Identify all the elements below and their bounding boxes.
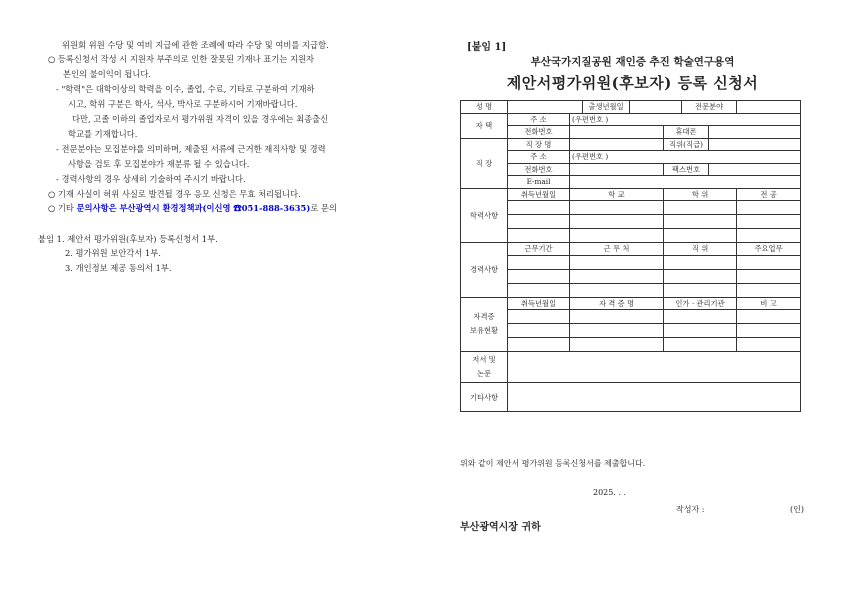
work-name-field[interactable] xyxy=(570,138,664,151)
edu-cell[interactable] xyxy=(570,215,664,229)
license-cell[interactable] xyxy=(664,324,737,338)
home-phone-field[interactable] xyxy=(570,126,664,139)
edu-cell[interactable] xyxy=(664,201,737,215)
instruction-line: - 전문분야는 모집분야를 의미하며, 제출된 서류에 근거한 재직사항 및 경력 xyxy=(56,144,326,154)
license-cell[interactable] xyxy=(570,324,664,338)
career-col-position: 직 위 xyxy=(664,243,737,256)
specialty-label: 전문분야 xyxy=(682,101,737,114)
edu-cell[interactable] xyxy=(664,215,737,229)
work-phone-label: 전화번호 xyxy=(508,163,570,176)
instruction-line: - "학력"은 대학이상의 학력을 이수, 졸업, 수료, 기타로 구분하여 기재하 xyxy=(56,84,315,94)
license-col-name: 자 격 증 명 xyxy=(570,297,664,310)
license-cell[interactable] xyxy=(570,310,664,324)
license-label-line1: 자격증 xyxy=(473,312,495,322)
career-cell[interactable] xyxy=(664,283,737,297)
license-cell[interactable] xyxy=(570,338,664,352)
career-cell[interactable] xyxy=(570,283,664,297)
work-address-label: 주 소 xyxy=(508,151,570,164)
license-col-date: 취득년월일 xyxy=(508,297,570,310)
career-col-workplace: 근 무 처 xyxy=(570,243,664,256)
fax-label: 팩스번호 xyxy=(664,163,709,176)
license-cell[interactable] xyxy=(737,338,801,352)
license-col-agency: 인가 · 관리기관 xyxy=(664,297,737,310)
birth-field[interactable] xyxy=(630,101,682,114)
other-label: 기타사항 xyxy=(461,383,508,412)
instruction-line: 본인의 불이익이 됩니다. xyxy=(63,69,152,79)
edu-cell[interactable] xyxy=(508,215,570,229)
career-col-duties: 주요업무 xyxy=(737,243,801,256)
papers-label-line2: 논문 xyxy=(476,369,492,378)
career-cell[interactable] xyxy=(508,283,570,297)
work-label: 직 장 xyxy=(461,138,508,188)
instruction-line: - 경력사항의 경우 상세히 기술하여 주시기 바랍니다. xyxy=(56,174,246,184)
project-title: 부산국가지질공원 재인증 추진 학술연구용역 xyxy=(530,56,735,68)
career-cell[interactable] xyxy=(664,269,737,283)
instruction-line: 학교를 기재합니다. xyxy=(68,129,138,139)
instruction-line: ○ 기재 사실이 허위 사실로 발견될 경우 응모 신청은 무효 처리됩니다. xyxy=(48,189,301,199)
career-cell[interactable] xyxy=(737,255,801,269)
instruction-line: 사항을 검토 후 모집분야가 재분류 될 수 있습니다. xyxy=(68,159,250,169)
fax-field[interactable] xyxy=(709,163,801,176)
contact-prefix: ○ 기타 xyxy=(48,203,77,213)
attachment-item: 3. 개인정보 제공 동의서 1부. xyxy=(65,263,172,273)
mobile-field[interactable] xyxy=(709,126,801,139)
email-field[interactable] xyxy=(570,176,801,189)
seal-mark: (인) xyxy=(790,505,804,514)
career-col-period: 근무기간 xyxy=(508,243,570,256)
edu-cell[interactable] xyxy=(570,201,664,215)
name-label: 성 명 xyxy=(461,101,508,114)
submission-statement: 위와 같이 제안서 평가위원 등록신청서를 제출합니다. xyxy=(460,459,646,468)
papers-field[interactable] xyxy=(508,352,801,383)
position-field[interactable] xyxy=(709,138,801,151)
contact-line xyxy=(48,201,337,216)
attachment-item: 붙임 1. 제안서 평가위원(후보자) 등록신청서 1부. xyxy=(38,234,218,244)
home-phone-label: 전화번호 xyxy=(508,126,570,139)
license-label xyxy=(461,297,508,352)
papers-label-line1: 저서 및 xyxy=(472,355,496,364)
license-cell[interactable] xyxy=(737,324,801,338)
work-phone-field[interactable] xyxy=(570,163,664,176)
registration-form xyxy=(460,100,801,412)
submission-date: 2025. . . xyxy=(593,488,627,497)
home-address-label: 주 소 xyxy=(508,113,570,126)
instruction-line: 위원회 위원 수당 및 여비 지급에 관한 조례에 따라 수당 및 여비를 지급함. xyxy=(62,40,329,50)
career-cell[interactable] xyxy=(508,269,570,283)
edu-cell[interactable] xyxy=(508,229,570,243)
career-label: 경력사항 xyxy=(461,243,508,298)
license-col-remarks: 비 고 xyxy=(737,297,801,310)
career-cell[interactable] xyxy=(737,283,801,297)
writer-label: 작성자 : xyxy=(676,505,705,514)
contact-highlight: 문의사항은 부산광역시 환경정책과(이신영 ☎051-888-3635) xyxy=(76,203,311,213)
contact-suffix: 로 문의 xyxy=(310,203,337,213)
career-cell[interactable] xyxy=(570,255,664,269)
papers-label xyxy=(461,352,508,383)
edu-col-major: 전 공 xyxy=(737,188,801,201)
career-cell[interactable] xyxy=(570,269,664,283)
addressee: 부산광역시장 귀하 xyxy=(460,522,541,533)
birth-label: 출생년월일 xyxy=(583,101,630,114)
name-field[interactable] xyxy=(508,101,583,114)
position-label: 직위(직급) xyxy=(664,138,709,151)
edu-col-date: 취득년월일 xyxy=(508,188,570,201)
license-cell[interactable] xyxy=(508,324,570,338)
instruction-line: 시고, 학위 구분은 학사, 석사, 박사로 구분하시어 기재바랍니다. xyxy=(68,99,298,109)
form-title: 제안서평가위원(후보자) 등록 신청서 xyxy=(506,74,759,92)
edu-col-degree: 학 위 xyxy=(664,188,737,201)
work-postal[interactable]: (우편번호 ) xyxy=(570,151,801,164)
edu-cell[interactable] xyxy=(664,229,737,243)
work-name-label: 직 장 명 xyxy=(508,138,570,151)
instruction-line: 다만, 고졸 이하의 졸업자로서 평가위원 자격이 있을 경우에는 최종출신 xyxy=(72,114,329,124)
edu-cell[interactable] xyxy=(570,229,664,243)
mobile-label: 휴대폰 xyxy=(664,126,709,139)
license-cell[interactable] xyxy=(508,310,570,324)
edu-col-school: 학 교 xyxy=(570,188,664,201)
edu-cell[interactable] xyxy=(737,229,801,243)
license-cell[interactable] xyxy=(737,310,801,324)
edu-cell[interactable] xyxy=(737,201,801,215)
license-label-line2: 보유현황 xyxy=(469,326,499,336)
instruction-line: ○ 등록신청서 작성 시 지원자 부주의로 인한 잘못된 기재나 표기는 지원자 xyxy=(48,54,315,64)
attachment-tag: [붙임 1] xyxy=(467,42,507,53)
career-cell[interactable] xyxy=(508,255,570,269)
career-cell[interactable] xyxy=(664,255,737,269)
career-cell[interactable] xyxy=(737,269,801,283)
license-cell[interactable] xyxy=(664,310,737,324)
education-label: 학력사항 xyxy=(461,188,508,243)
edu-cell[interactable] xyxy=(508,201,570,215)
edu-cell[interactable] xyxy=(737,215,801,229)
attachment-item: 2. 평가위원 보안각서 1부. xyxy=(65,248,161,258)
license-cell[interactable] xyxy=(508,338,570,352)
specialty-field[interactable] xyxy=(737,101,801,114)
home-label: 자 택 xyxy=(461,113,508,138)
other-field[interactable] xyxy=(508,383,801,412)
email-label: E-mail xyxy=(508,176,570,189)
license-cell[interactable] xyxy=(664,338,737,352)
home-postal[interactable]: (우편번호 ) xyxy=(570,113,801,126)
